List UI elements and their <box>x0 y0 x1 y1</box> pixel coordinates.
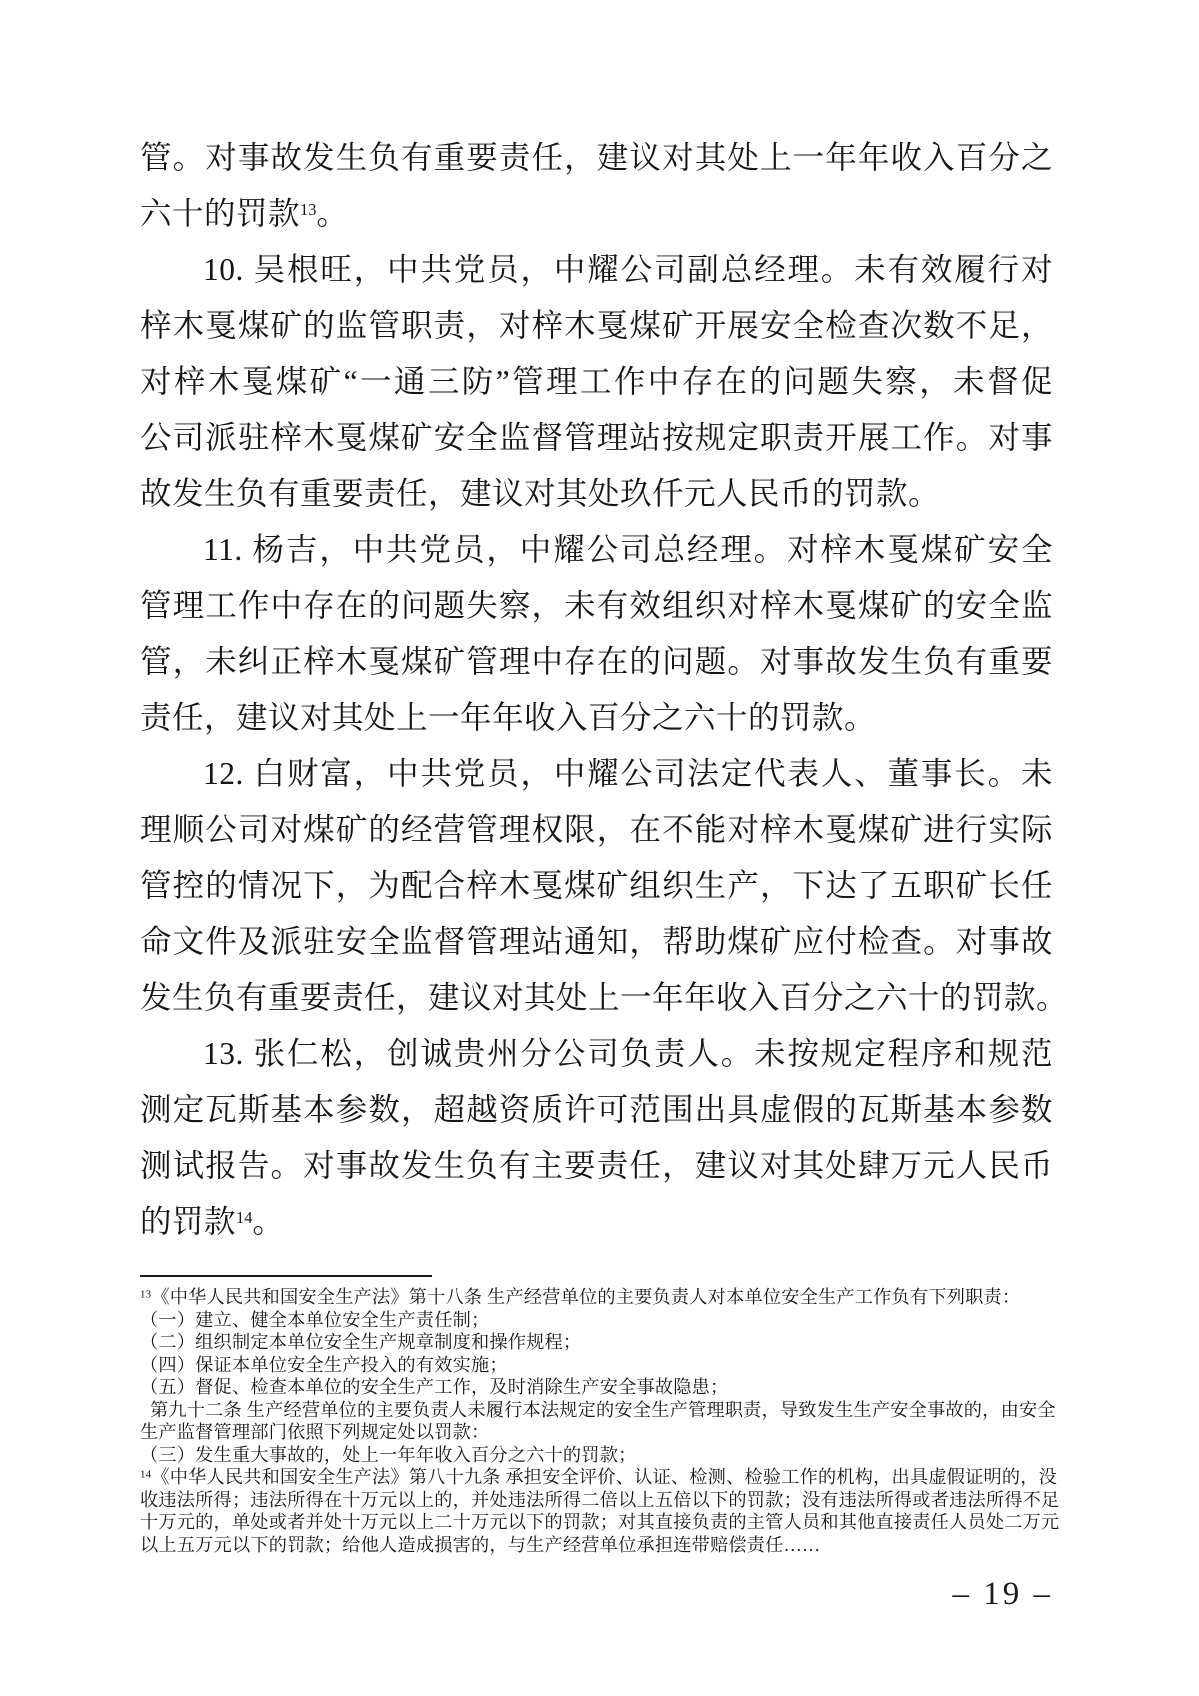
body-line-text: 故发生负有重要责任，建议对其处玖仟元人民币的罚款。 <box>140 476 941 511</box>
body-line <box>140 354 1053 410</box>
body-line-text: 管，未纠正梓木戛煤矿管理中存在的问题。对事故发生负有重要 <box>140 644 1053 679</box>
body-line <box>140 858 1053 914</box>
body-line-text: 责任，建议对其处上一年年收入百分之六十的罚款。 <box>140 700 877 735</box>
footnote-line <box>140 1354 1053 1377</box>
footnote-text: （四）保证本单位安全生产投入的有效实施； <box>140 1354 508 1375</box>
body-line-text: 管理工作中存在的问题失察，未有效组织对梓木戛煤矿的安全监 <box>140 588 1053 623</box>
body-line <box>140 914 1053 970</box>
footnote-text: 十万元的，单处或者并处十万元以上二十万元以下的罚款；对其直接负责的主管人员和其他直接责任人员处二万元 <box>140 1512 1060 1532</box>
footnote-separator <box>140 1275 432 1277</box>
footnote-text: （三）发生重大事故的，处上一年年收入百分之六十的罚款； <box>140 1444 637 1465</box>
body-line-paragraph-start <box>140 746 1053 802</box>
body-line-text: 。 <box>316 196 349 231</box>
body-line-text: 六十的罚款 <box>140 196 301 231</box>
body-line-text: 理顺公司对煤矿的经营管理权限，在不能对梓木戛煤矿进行实际 <box>140 812 1053 847</box>
footnote-line <box>140 1421 1053 1444</box>
footnote-text: （二）组织制定本单位安全生产规章制度和操作规程； <box>140 1332 582 1352</box>
body-line <box>140 410 1053 466</box>
footnote-line <box>140 1511 1060 1534</box>
footnote-text: 生产监督管理部门依照下列规定处以罚款： <box>140 1422 490 1442</box>
footnote-ref-14: 14 <box>236 1208 253 1227</box>
footnote-text: （一）建立、健全本单位安全生产责任制； <box>140 1309 490 1330</box>
page-number: – 19 – <box>952 1576 1053 1612</box>
body-line <box>140 298 1053 354</box>
footnote-line <box>140 1534 1053 1557</box>
body-line-text: 命文件及派驻安全监督管理站通知，帮助煤矿应付检查。对事故 <box>140 924 1053 959</box>
body-line-text: 管。对事故发生负有重要责任，建议对其处上一年年收入百分之 <box>140 140 1053 175</box>
body-line <box>140 466 1053 522</box>
body-line <box>140 690 1053 746</box>
footnote-line <box>140 1444 1053 1467</box>
footnote-marker-14: 14 <box>140 1468 152 1481</box>
footnote-line <box>140 1399 1056 1422</box>
body-line-text: 。 <box>252 1204 285 1239</box>
body-line-text: 公司派驻梓木戛煤矿安全监督管理站按规定职责开展工作。对事 <box>140 420 1053 455</box>
page-content <box>140 130 1069 1612</box>
body-line-paragraph-start <box>140 1026 1053 1082</box>
body-line-text: 12. 白财富，中共党员，中耀公司法定代表人、董事长。未 <box>203 756 1053 791</box>
body-line <box>140 802 1053 858</box>
body-line <box>140 130 1053 186</box>
body-line <box>140 186 1053 242</box>
body-line-text: 对梓木戛煤矿“一通三防”管理工作中存在的问题失察，未督促 <box>140 364 1053 399</box>
body-line-text: 11. 杨吉，中共党员，中耀公司总经理。对梓木戛煤矿安全 <box>203 532 1053 567</box>
footnote-line <box>140 1286 1053 1309</box>
footnote-text: （五）督促、检查本单位的安全生产工作，及时消除生产安全事故隐患； <box>140 1377 729 1397</box>
body-line-text: 测试报告。对事故发生负有主要责任，建议对其处肆万元人民币 <box>140 1148 1053 1183</box>
body-line-paragraph-start <box>140 522 1053 578</box>
footnote-text: 《中华人民共和国安全生产法》第十八条 生产经营单位的主要负责人对本单位安全生产工作负有下列职责： <box>151 1287 1021 1307</box>
footnote-line <box>140 1466 1058 1489</box>
body-line <box>140 970 1069 1026</box>
footnotes <box>140 1286 1060 1556</box>
footnote-text: 收违法所得；违法所得在十万元以上的，并处违法所得二倍以上五倍以下的罚款；没有违法所得或者违法所得不足 <box>140 1489 1060 1510</box>
body-line-text: 测定瓦斯基本参数，超越资质许可范围出具虚假的瓦斯基本参数 <box>140 1092 1053 1127</box>
footnote-text: 第九十二条 生产经营单位的主要负责人未履行本法规定的安全生产管理职责，导致发生生产安全事故的，由安全 <box>150 1399 1056 1420</box>
body-line-text: 管控的情况下，为配合梓木戛煤矿组织生产，下达了五职矿长任 <box>140 868 1053 903</box>
footnote-marker-13: 13 <box>140 1288 152 1301</box>
footnote-line <box>140 1376 1053 1399</box>
body-line-text: 13. 张仁松，创诚贵州分公司负责人。未按规定程序和规范 <box>203 1036 1053 1071</box>
footnote-text: 以上五万元以下的罚款；给他人造成损害的，与生产经营单位承担连带赔偿责任…… <box>140 1534 821 1555</box>
body-line-text: 梓木戛煤矿的监管职责，对梓木戛煤矿开展安全检查次数不足， <box>140 308 1053 343</box>
footnote-ref-13: 13 <box>300 200 317 219</box>
footnote-text: 《中华人民共和国安全生产法》第八十九条 承担安全评价、认证、检测、检验工作的机构，出具虚假证明的，没 <box>151 1467 1058 1487</box>
body-line-text: 10. 吴根旺，中共党员，中耀公司副总经理。未有效履行对 <box>203 252 1053 287</box>
body-line <box>140 1082 1053 1138</box>
body-line <box>140 578 1053 634</box>
body-line <box>140 1138 1053 1194</box>
footnote-line <box>140 1309 1053 1332</box>
document-body <box>140 130 1069 1250</box>
body-line <box>140 1194 1053 1250</box>
body-line-text: 发生负有重要责任，建议对其处上一年年收入百分之六十的罚款。 <box>140 980 1069 1015</box>
body-line <box>140 634 1053 690</box>
body-line-paragraph-start <box>140 242 1053 298</box>
footnote-line <box>140 1331 1053 1354</box>
footnote-line <box>140 1489 1060 1512</box>
body-line-text: 的罚款 <box>140 1204 237 1239</box>
